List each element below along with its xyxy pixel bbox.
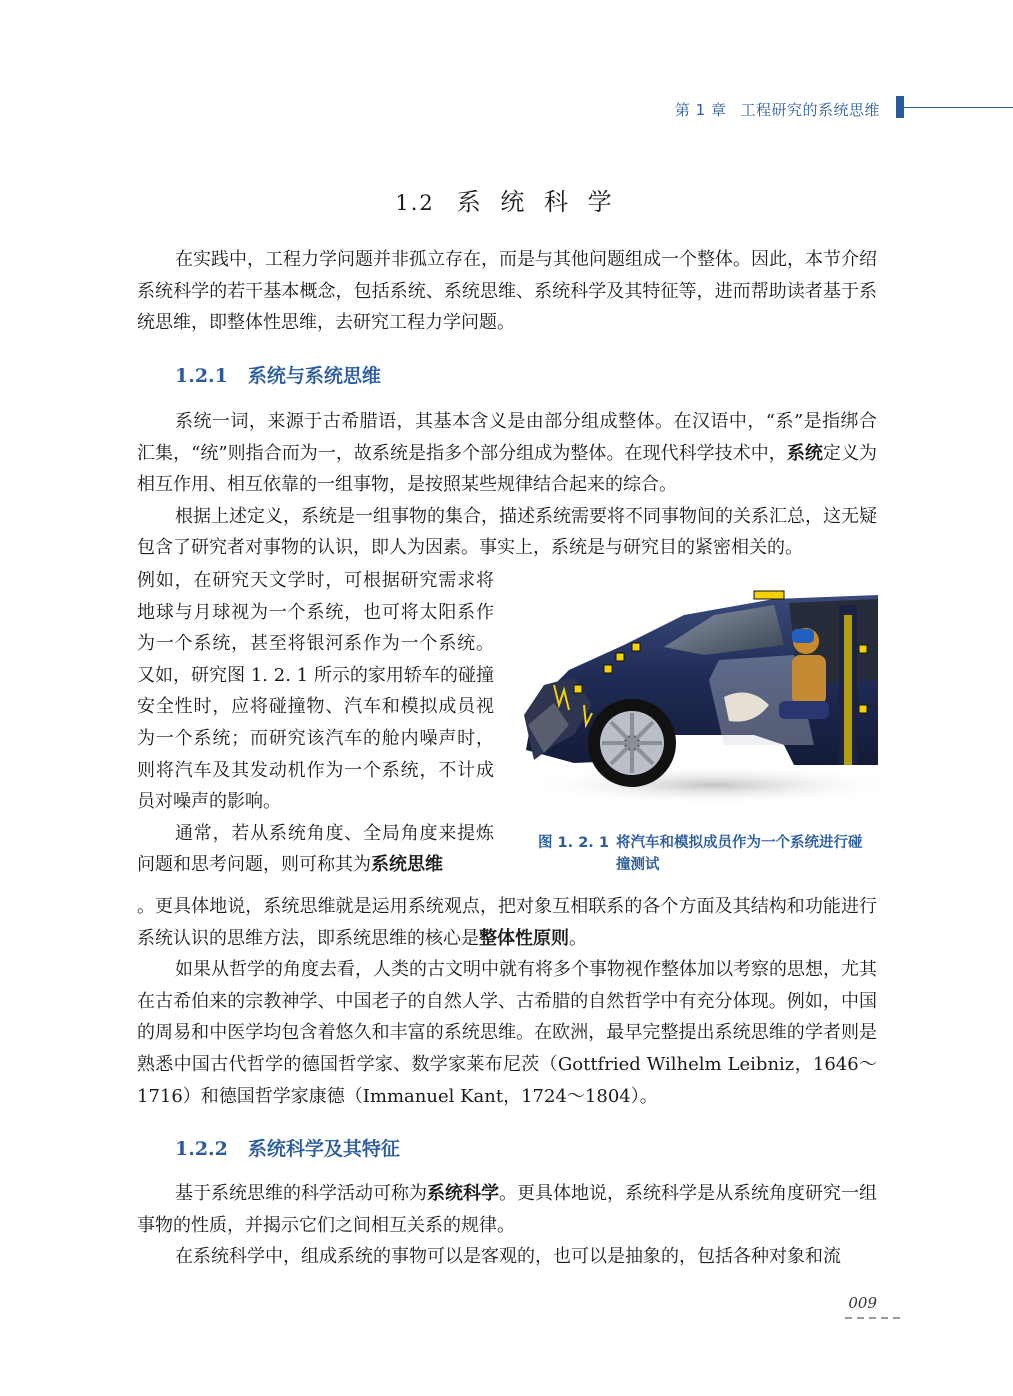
chapter-number: 第 1 章 bbox=[674, 101, 727, 119]
text-span: 。 bbox=[569, 927, 587, 949]
paragraph-system-thinking-cont bbox=[137, 891, 877, 954]
header-rule bbox=[904, 107, 1013, 108]
section-number: 1.2 bbox=[395, 191, 435, 215]
page-number: 009 bbox=[848, 1294, 877, 1312]
subsection-heading-2 bbox=[175, 1134, 400, 1161]
subsection-1-block-b bbox=[137, 891, 877, 1112]
bold-term-system-thinking: 系统思维 bbox=[371, 854, 443, 876]
figure-caption-text: 将汽车和模拟成员作为一个系统进行碰撞测试 bbox=[616, 835, 863, 873]
section-title bbox=[0, 182, 1013, 217]
running-header bbox=[600, 96, 1013, 124]
text-span: 。更具体地说，系统科学是从系统角度研究一组事物的性质，并揭示它们之间相互关系的规律。 bbox=[137, 1183, 877, 1236]
subsection-title-1: 系统与系统思维 bbox=[247, 365, 381, 387]
subsection-title-2: 系统科学及其特征 bbox=[247, 1138, 400, 1160]
crash-test-car-image bbox=[514, 585, 878, 820]
figure-caption bbox=[538, 832, 878, 876]
text-span: 定义为相互作用、相互依靠的一组事物，是按照某些规律结合起来的综合。 bbox=[137, 442, 877, 496]
paragraph-examples: 例如，在研究天文学时，可根据研究需求将地球与月球视为一个系统，也可将太阳系作为一个系统，甚至将银河系作为一个系统。又如，研究图 1. 2. 1 所示的家用轿车的碰撞安全性时，应将碰撞物、汽车和模拟成员视为一个系统；而研究该汽车的舱内噪声时，则将汽车及其发动机作为一个系统，不计成员对噪声的影响。 bbox=[137, 570, 494, 813]
figure-label: 图 1. 2. 1 bbox=[538, 835, 609, 851]
chapter-title: 工程研究的系统思维 bbox=[740, 101, 880, 119]
subsection-heading-1 bbox=[175, 361, 381, 388]
text-span: 。更具体地说，系统思维就是运用系统观点，把对象互相联系的各个方面及其结构和功能进行系统认识的思维方法，即系统思维的核心是 bbox=[137, 896, 877, 949]
subsection-number-2: 1.2.2 bbox=[175, 1138, 228, 1160]
bold-term-holism: 整体性原则 bbox=[479, 927, 569, 949]
text-span: 基于系统思维的科学活动可称为 bbox=[175, 1183, 427, 1204]
paragraph-system-purpose: 根据上述定义，系统是一组事物的集合，描述系统需要将不同事物间的关系汇总，这无疑包含了研究者对事物的认识，即人为因素。事实上，系统是与研究目的紧密相关的。 bbox=[137, 505, 877, 559]
paragraph-system-elements: 在系统科学中，组成系统的事物可以是客观的，也可以是抽象的，包括各种对象和流 bbox=[175, 1246, 841, 1268]
paragraph-philosophy: 如果从哲学的角度去看，人类的古文明中就有将多个事物视作整体加以考察的思想，尤其在古希伯来的宗教神学、中国老子的自然人学、古希腊的自然哲学中有充分体现。例如，中国的周易和中医学均包含着悠久和丰富的系统思维。在欧洲，最早完整提出系统思维的学者则是熟悉中国古代哲学的德国哲学家、数学家莱布尼茨（Gottfried Wilhelm Leibniz，1646～1716）和德国哲学家康德（Immanuel Kant，1724～1804）。 bbox=[137, 959, 877, 1107]
wrap-text-block bbox=[137, 565, 494, 881]
chapter-label bbox=[675, 99, 880, 120]
page-number-underline bbox=[845, 1317, 903, 1319]
intro-paragraph: 在实践中，工程力学问题并非孤立存在，而是与其他问题组成一个整体。因此，本节介绍系统科学的若干基本概念，包括系统、系统思维、系统科学及其特征等，进而帮助读者基于系统思维，即整体性思维，去研究工程力学问题。 bbox=[137, 249, 877, 334]
paragraph-system-science bbox=[137, 1178, 877, 1241]
text-span: 系统一词，来源于古希腊语，其基本含义是由部分组成整体。在汉语中，“系”是指绑合汇集，“统”则指合而为一，故系统是指多个部分组成为整体。在现代科学技术中， bbox=[137, 411, 877, 464]
bold-term-system-science: 系统科学 bbox=[427, 1183, 499, 1204]
paragraph-system-thinking-start bbox=[137, 818, 494, 881]
bold-term-system: 系统 bbox=[786, 442, 823, 464]
header-marker bbox=[896, 96, 904, 118]
paragraph-system-definition bbox=[137, 406, 877, 501]
subsection-number-1: 1.2.1 bbox=[175, 365, 228, 387]
subsection-2-block bbox=[137, 1178, 877, 1273]
section-heading: 系 统 科 学 bbox=[456, 188, 618, 216]
subsection-1-block-a bbox=[137, 406, 877, 564]
text-span: 通常，若从系统角度、全局角度来提炼问题和思考问题，则可称其为 bbox=[137, 822, 494, 876]
figure-crash-test bbox=[514, 585, 878, 820]
intro-block bbox=[137, 244, 877, 339]
